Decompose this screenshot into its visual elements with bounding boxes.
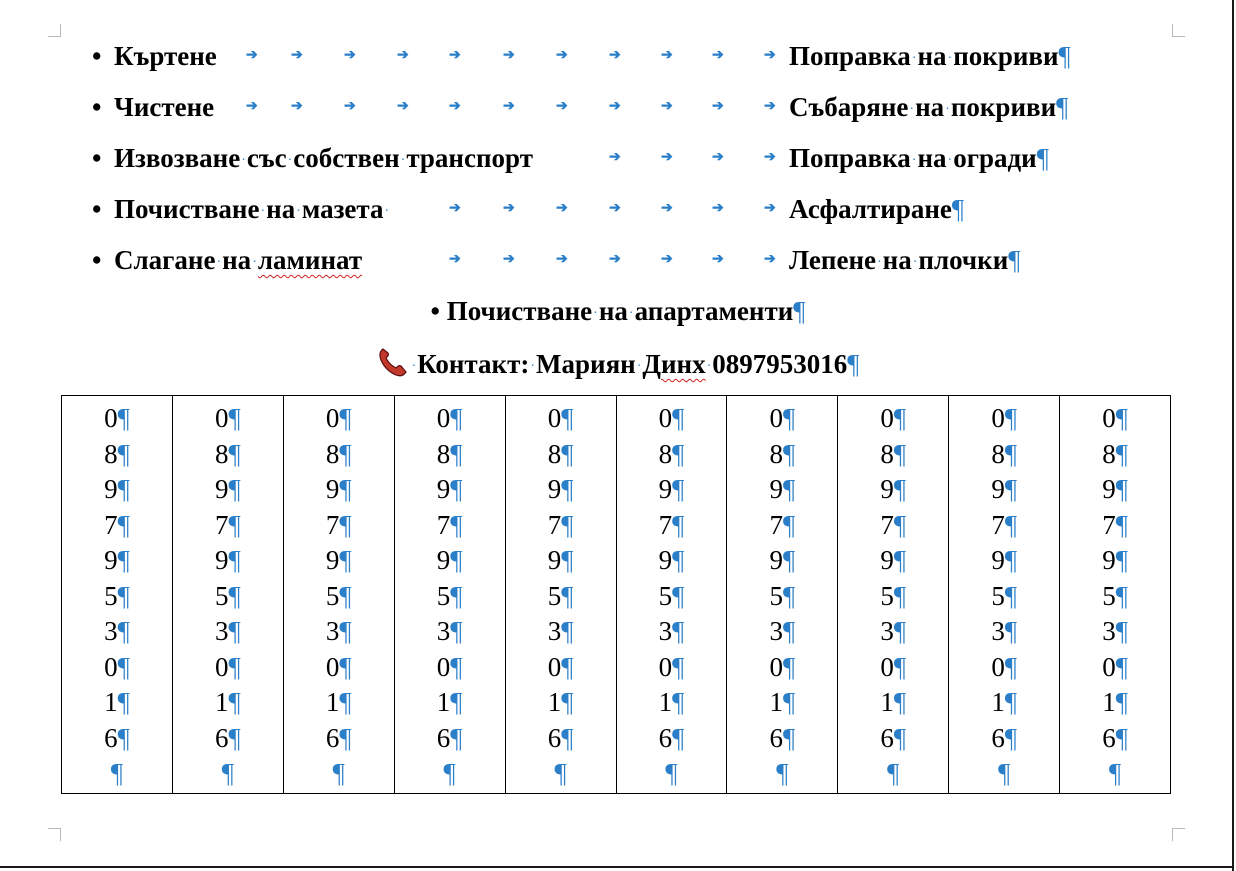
pilcrow-mark: ¶ <box>443 758 456 788</box>
phone-digit: 7¶ <box>104 509 130 540</box>
phone-digit: 5¶ <box>658 580 685 611</box>
phone-digit: 0¶ <box>325 651 352 682</box>
phone-digit: 3¶ <box>104 616 130 646</box>
tear-off-tab[interactable] <box>506 396 617 793</box>
phone-digit: 9¶ <box>991 545 1018 575</box>
phone-digit: 9¶ <box>991 474 1018 504</box>
phone-digit: 1¶ <box>436 687 463 717</box>
tab-arrow-icon <box>397 39 409 73</box>
phone-digit: 5¶ <box>214 580 241 611</box>
phone-digit: 6¶ <box>325 722 352 753</box>
pilcrow-mark: ¶ <box>1008 245 1021 275</box>
pilcrow-mark: ¶ <box>1058 41 1071 71</box>
phone-digit: 3¶ <box>325 616 352 646</box>
service-left-text: Къртене <box>114 41 217 71</box>
tab-arrow-icon <box>449 243 461 277</box>
phone-digit: 0¶ <box>214 403 241 433</box>
tab-arrow-icon <box>609 141 621 175</box>
phone-digit: 6¶ <box>880 722 907 753</box>
tab-arrow-icon <box>503 39 515 73</box>
tab-arrow-icon <box>503 192 515 226</box>
phone-digit: 0¶ <box>547 403 574 433</box>
phone-digit: 8¶ <box>991 438 1018 469</box>
phone-digit: 9¶ <box>325 474 352 504</box>
phone-digit: 9¶ <box>104 545 130 575</box>
phone-digit: 6¶ <box>104 722 130 753</box>
phone-digit: 9¶ <box>658 545 685 575</box>
phone-digit: 5¶ <box>547 580 574 611</box>
phone-digit: 0¶ <box>104 403 130 433</box>
contact-text: · Контакт:· Мариян· Динх· 0897953016 <box>410 349 847 379</box>
centered-service-text: Почистване· на· апартаменти <box>447 296 794 326</box>
phone-digit: 8¶ <box>325 438 352 469</box>
phone-digit: 0¶ <box>658 651 685 682</box>
contact-line[interactable] <box>0 345 1236 384</box>
phone-digit: 9¶ <box>769 474 796 504</box>
tab-arrow-icon <box>449 192 461 226</box>
bullet: • <box>92 143 102 173</box>
phone-digit: 3¶ <box>658 616 685 646</box>
phone-digit: 3¶ <box>1102 616 1128 646</box>
phone-digit: 8¶ <box>880 438 907 469</box>
phone-digit: 1¶ <box>880 687 907 717</box>
bullet: • <box>92 41 102 71</box>
tab-arrow-icon <box>556 39 568 73</box>
phone-digit: 7¶ <box>325 509 352 540</box>
tab-arrow-icon <box>291 90 303 124</box>
centered-service-line[interactable] <box>0 294 1236 331</box>
pilcrow-mark: ¶ <box>554 758 567 788</box>
phone-digit: 9¶ <box>880 474 907 504</box>
tab-arrow-icon <box>764 141 776 175</box>
service-right-text: Поправка· на· покриви¶ <box>789 39 1071 76</box>
service-left-text: Извозване· със· собствен· транспорт <box>114 141 533 178</box>
phone-digit: 3¶ <box>436 616 463 646</box>
tab-arrow-icon <box>661 141 673 175</box>
tear-off-tab[interactable] <box>949 396 1060 793</box>
tear-off-tab[interactable] <box>62 396 173 793</box>
phone-digit: 0¶ <box>880 403 907 433</box>
service-right-text: Поправка· на· огради¶ <box>789 141 1049 178</box>
pilcrow-mark: ¶ <box>847 349 860 379</box>
phone-digit: 0¶ <box>547 651 574 682</box>
phone-digit: 3¶ <box>214 616 241 646</box>
phone-digit: 9¶ <box>547 474 574 504</box>
service-right-text: Събаряне· на· покриви¶ <box>789 90 1068 127</box>
tab-arrow-icon <box>661 90 673 124</box>
phone-digit: 0¶ <box>1102 651 1128 682</box>
phone-digit: 5¶ <box>325 580 352 611</box>
phone-digit: 9¶ <box>436 474 463 504</box>
phone-digit: 5¶ <box>1102 580 1128 611</box>
phone-digit: 8¶ <box>214 438 241 469</box>
phone-digit: 5¶ <box>880 580 907 611</box>
phone-digit: 7¶ <box>547 509 574 540</box>
crop-mark-top-left <box>48 24 61 37</box>
phone-digit: 6¶ <box>547 722 574 753</box>
tear-off-tab[interactable] <box>727 396 838 793</box>
tear-off-tab[interactable] <box>1060 396 1170 793</box>
tab-arrow-icon <box>661 39 673 73</box>
phone-digit: 8¶ <box>547 438 574 469</box>
phone-digit: 6¶ <box>214 722 241 753</box>
tab-arrow-icon <box>291 39 303 73</box>
tab-arrow-icon <box>503 90 515 124</box>
phone-digit: 7¶ <box>436 509 463 540</box>
tear-off-tab[interactable] <box>395 396 506 793</box>
phone-digit: 8¶ <box>1102 438 1128 469</box>
phone-digit: 5¶ <box>769 580 796 611</box>
phone-digit: 7¶ <box>214 509 241 540</box>
phone-digit: 5¶ <box>436 580 463 611</box>
phone-digit: 0¶ <box>769 403 796 433</box>
tear-off-tab[interactable] <box>173 396 284 793</box>
service-right-text: Лепене· на· плочки¶ <box>789 243 1021 280</box>
phone-digit: 0¶ <box>104 651 130 682</box>
phone-digit: 9¶ <box>436 545 463 575</box>
tab-arrow-icon <box>344 39 356 73</box>
phone-digit: 7¶ <box>1102 509 1128 540</box>
pilcrow-mark: ¶ <box>1056 92 1069 122</box>
page-edge-right <box>1232 0 1234 871</box>
tab-arrow-icon <box>246 39 258 73</box>
tab-arrow-icon <box>609 39 621 73</box>
pilcrow-mark: ¶ <box>793 296 806 326</box>
phone-digit: 9¶ <box>769 545 796 575</box>
phone-digit: 3¶ <box>880 616 907 646</box>
phone-digit: 1¶ <box>769 687 796 717</box>
tab-arrow-icon <box>712 192 724 226</box>
phone-digit: 8¶ <box>104 438 130 469</box>
phone-digit: 1¶ <box>325 687 352 717</box>
pilcrow-mark: ¶ <box>951 194 965 224</box>
pilcrow-mark: ¶ <box>665 758 678 788</box>
crop-mark-top-right <box>1172 24 1185 37</box>
phone-digit: 0¶ <box>880 651 907 682</box>
phone-digit: 0¶ <box>991 403 1018 433</box>
phone-digit: 9¶ <box>214 474 241 504</box>
tab-arrow-icon <box>661 243 673 277</box>
phone-digit: 0¶ <box>436 651 463 682</box>
tab-arrow-icon <box>764 243 776 277</box>
phone-digit: 9¶ <box>1102 545 1128 575</box>
phone-digit: 0¶ <box>1102 403 1128 433</box>
bullet: • <box>92 194 102 224</box>
phone-digit: 6¶ <box>1102 722 1128 753</box>
tab-arrow-icon <box>246 90 258 124</box>
phone-digit: 6¶ <box>991 722 1018 753</box>
phone-digit: 9¶ <box>880 545 907 575</box>
phone-digit: 1¶ <box>547 687 574 717</box>
tab-arrow-icon <box>449 39 461 73</box>
bullet: • <box>92 245 102 275</box>
phone-digit: 6¶ <box>769 722 796 753</box>
tab-arrow-icon <box>661 192 673 226</box>
phone-digit: 0¶ <box>658 403 685 433</box>
phone-digit: 5¶ <box>991 580 1018 611</box>
tab-arrow-icon <box>397 90 409 124</box>
phone-digit: 1¶ <box>1102 687 1128 717</box>
pilcrow-mark: ¶ <box>110 758 124 788</box>
tab-arrow-icon <box>609 90 621 124</box>
phone-digit: 7¶ <box>880 509 907 540</box>
phone-digit: 9¶ <box>214 545 241 575</box>
pilcrow-mark: ¶ <box>887 758 900 788</box>
tab-arrow-icon <box>449 90 461 124</box>
service-left-text: Чистене <box>114 92 215 122</box>
crop-mark-bottom-right <box>1172 828 1185 841</box>
phone-digit: 9¶ <box>547 545 574 575</box>
tab-arrow-icon <box>764 90 776 124</box>
tab-arrow-icon <box>556 192 568 226</box>
phone-digit: 7¶ <box>658 509 685 540</box>
pilcrow-mark: ¶ <box>776 758 789 788</box>
phone-digit: 1¶ <box>214 687 241 717</box>
tear-off-tab[interactable] <box>284 396 395 793</box>
phone-icon <box>376 345 410 379</box>
tear-off-tab[interactable] <box>617 396 728 793</box>
pilcrow-mark: ¶ <box>1036 143 1049 173</box>
phone-digit: 3¶ <box>547 616 574 646</box>
tab-arrow-icon <box>712 90 724 124</box>
phone-digit: 0¶ <box>991 651 1018 682</box>
phone-digit: 1¶ <box>658 687 685 717</box>
phone-digit: 0¶ <box>325 403 352 433</box>
phone-digit: 0¶ <box>214 651 241 682</box>
phone-digit: 8¶ <box>658 438 685 469</box>
pilcrow-mark: ¶ <box>221 758 234 788</box>
phone-digit: 0¶ <box>769 651 796 682</box>
phone-digit: 8¶ <box>436 438 463 469</box>
tab-arrow-icon <box>503 243 515 277</box>
phone-digit: 3¶ <box>991 616 1018 646</box>
phone-digit: 7¶ <box>991 509 1018 540</box>
phone-digit: 5¶ <box>104 580 130 611</box>
phone-digit: 8¶ <box>769 438 796 469</box>
phone-digit: 9¶ <box>325 545 352 575</box>
service-left-text: Почистване· на· мазета· <box>114 192 390 229</box>
phone-digit: 0¶ <box>436 403 463 433</box>
phone-digit: 9¶ <box>1102 474 1128 504</box>
phone-digit: 3¶ <box>769 616 796 646</box>
tab-arrow-icon <box>556 90 568 124</box>
pilcrow-mark: ¶ <box>998 758 1011 788</box>
tab-arrow-icon <box>556 243 568 277</box>
phone-digit: 1¶ <box>991 687 1018 717</box>
tear-off-tabs-table <box>61 395 1171 794</box>
crop-mark-bottom-left <box>48 828 61 841</box>
tab-arrow-icon <box>712 243 724 277</box>
tab-arrow-icon <box>764 192 776 226</box>
tab-arrow-icon <box>712 39 724 73</box>
phone-digit: 6¶ <box>658 722 685 753</box>
pilcrow-mark: ¶ <box>332 758 345 788</box>
bullet: • <box>92 92 102 122</box>
service-left-text: Слагане· на· ламинат <box>114 243 362 280</box>
phone-digit: 9¶ <box>658 474 685 504</box>
pilcrow-mark: ¶ <box>1108 758 1122 788</box>
page-edge-bottom <box>0 866 1234 868</box>
phone-digit: 9¶ <box>104 474 130 504</box>
phone-digit: 7¶ <box>769 509 796 540</box>
service-right-text: Асфалтиране¶ <box>789 194 965 224</box>
tear-off-tab[interactable] <box>838 396 949 793</box>
tab-arrow-icon <box>712 141 724 175</box>
bullet: • <box>430 296 440 326</box>
phone-digit: 6¶ <box>436 722 463 753</box>
phone-digit: 1¶ <box>104 687 130 717</box>
tab-arrow-icon <box>764 39 776 73</box>
tab-arrow-icon <box>609 243 621 277</box>
tab-arrow-icon <box>344 90 356 124</box>
tab-arrow-icon <box>609 192 621 226</box>
